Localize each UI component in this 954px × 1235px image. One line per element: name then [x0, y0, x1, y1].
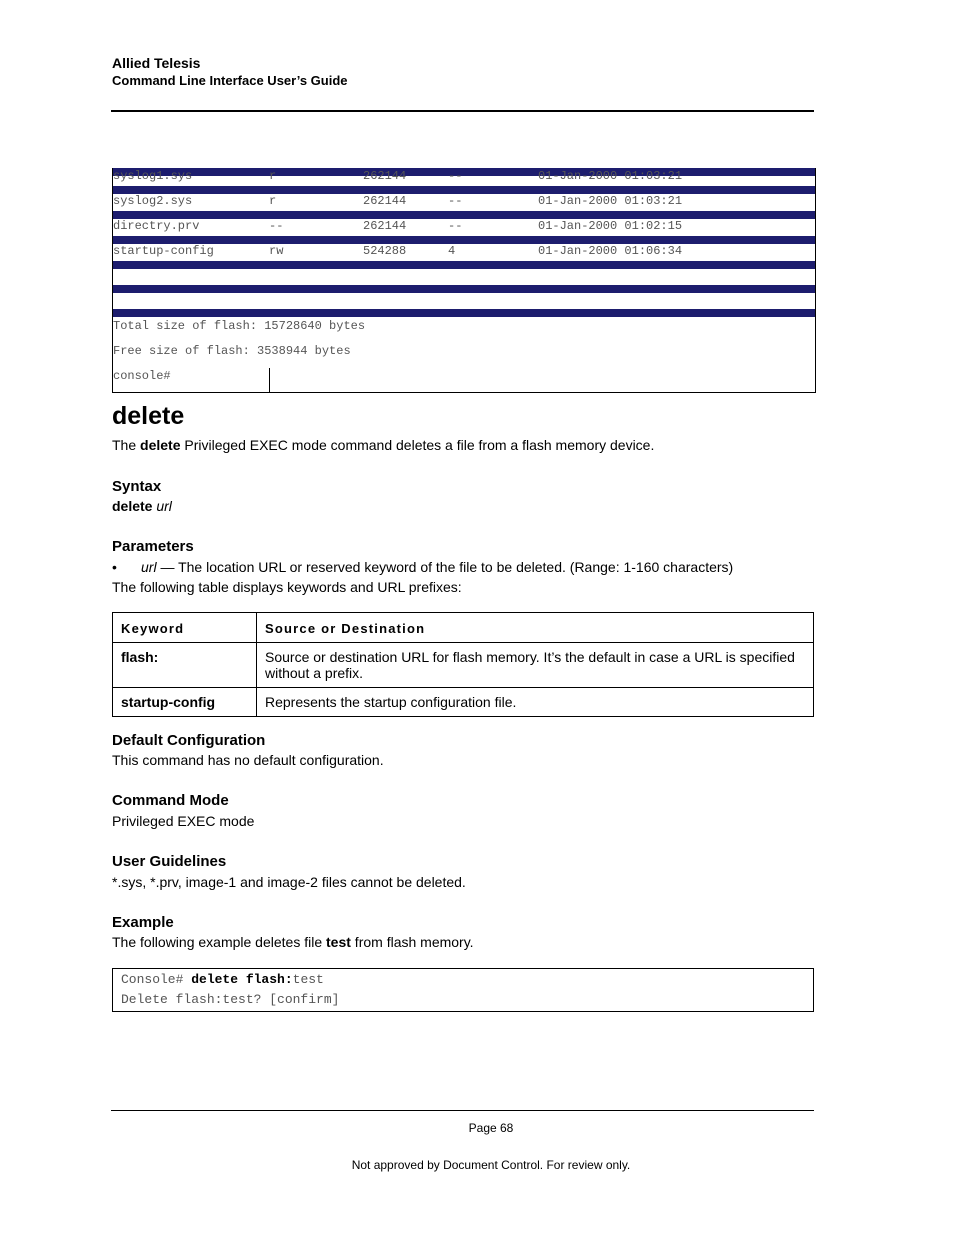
- file-row: [113, 218, 815, 234]
- console-listing: [112, 168, 816, 393]
- file-size: 262144: [363, 169, 407, 183]
- file-col4: --: [448, 219, 463, 233]
- file-row: [113, 193, 815, 209]
- page-number: Page 68: [468, 1121, 514, 1135]
- file-modified: 01-Jan-2000 01:03:21: [538, 169, 683, 183]
- flash-free: Free size of flash: 3538944 bytes: [113, 344, 351, 358]
- file-perm: r: [269, 169, 277, 183]
- header-rule: [111, 110, 814, 112]
- file-modified: 01-Jan-2000 01:06:34: [538, 244, 683, 258]
- file-size: 262144: [363, 194, 407, 208]
- page-title: delete: [112, 402, 185, 430]
- code-command: delete flash:: [191, 972, 293, 987]
- file-row: [113, 243, 815, 259]
- intro-command: delete: [140, 437, 181, 453]
- description-cell: Represents the startup configuration file.: [257, 688, 814, 717]
- example-code-block: [112, 968, 814, 1012]
- intro-text: The delete Privileged EXEC mode command deletes a file from a flash memory device.: [112, 437, 655, 453]
- code-line-2: Delete flash:test? [confirm]: [121, 992, 340, 1007]
- example-intro: The following example deletes file test from flash memory.: [112, 934, 474, 950]
- prompt-divider: [269, 368, 270, 392]
- review-note: Not approved by Document Control. For review only.: [351, 1158, 631, 1172]
- table-row: [113, 688, 814, 717]
- code-line-1: Console# delete flash:test: [121, 972, 324, 987]
- keyword-cell: startup-config: [113, 688, 257, 717]
- listing-stripe: [113, 261, 815, 269]
- console-prompt: console#: [113, 369, 171, 383]
- keyword-cell: flash:: [113, 643, 257, 688]
- parameter-name: url: [141, 559, 157, 575]
- table-header-row: [113, 613, 814, 643]
- table-row: [113, 643, 814, 688]
- file-name: syslog1.sys: [113, 169, 193, 183]
- example-heading: Example: [112, 914, 174, 931]
- example-file: test: [326, 934, 351, 950]
- file-name: startup-config: [113, 244, 214, 258]
- command-mode-heading: Command Mode: [112, 792, 229, 809]
- bullet-icon: •: [112, 559, 117, 575]
- company-name: Allied Telesis: [112, 55, 201, 71]
- default-config-heading: Default Configuration: [112, 732, 266, 749]
- default-config-text: This command has no default configuration.: [112, 752, 384, 768]
- file-col4: --: [448, 169, 463, 183]
- command-mode-text: Privileged EXEC mode: [112, 813, 255, 829]
- parameter-item: url — The location URL or reserved keyword of the file to be deleted. (Range: 1-160 characters): [141, 559, 734, 575]
- user-guidelines-heading: User Guidelines: [112, 853, 227, 870]
- file-perm: r: [269, 194, 277, 208]
- file-perm: --: [269, 219, 284, 233]
- parameters-heading: Parameters: [112, 538, 194, 555]
- listing-stripe: [113, 285, 815, 293]
- file-name: directry.prv: [113, 219, 200, 233]
- file-col4: 4: [448, 244, 456, 258]
- file-perm: rw: [269, 244, 284, 258]
- user-guidelines-text: *.sys, *.prv, image-1 and image-2 files cannot be deleted.: [112, 874, 466, 890]
- file-size: 524288: [363, 244, 407, 258]
- guide-title: Command Line Interface User’s Guide: [112, 73, 348, 88]
- file-modified: 01-Jan-2000 01:03:21: [538, 194, 683, 208]
- file-name: syslog2.sys: [113, 194, 193, 208]
- column-header: Source or Destination: [257, 613, 814, 643]
- listing-stripe: [113, 309, 815, 317]
- table-intro: The following table displays keywords and URL prefixes:: [112, 579, 462, 595]
- description-cell: Source or destination URL for flash memory. It’s the default in case a URL is specified without a prefix.: [257, 643, 814, 688]
- syntax-arg: url: [156, 498, 172, 514]
- syntax-line: [112, 498, 172, 514]
- file-size: 262144: [363, 219, 407, 233]
- flash-total: Total size of flash: 15728640 bytes: [113, 319, 366, 333]
- syntax-command: delete: [112, 498, 153, 514]
- keyword-table: [112, 612, 814, 717]
- column-header: Keyword: [113, 613, 257, 643]
- syntax-heading: Syntax: [112, 478, 162, 495]
- footer-rule: [111, 1110, 814, 1111]
- file-modified: 01-Jan-2000 01:02:15: [538, 219, 683, 233]
- file-row: [113, 168, 815, 184]
- file-col4: --: [448, 194, 463, 208]
